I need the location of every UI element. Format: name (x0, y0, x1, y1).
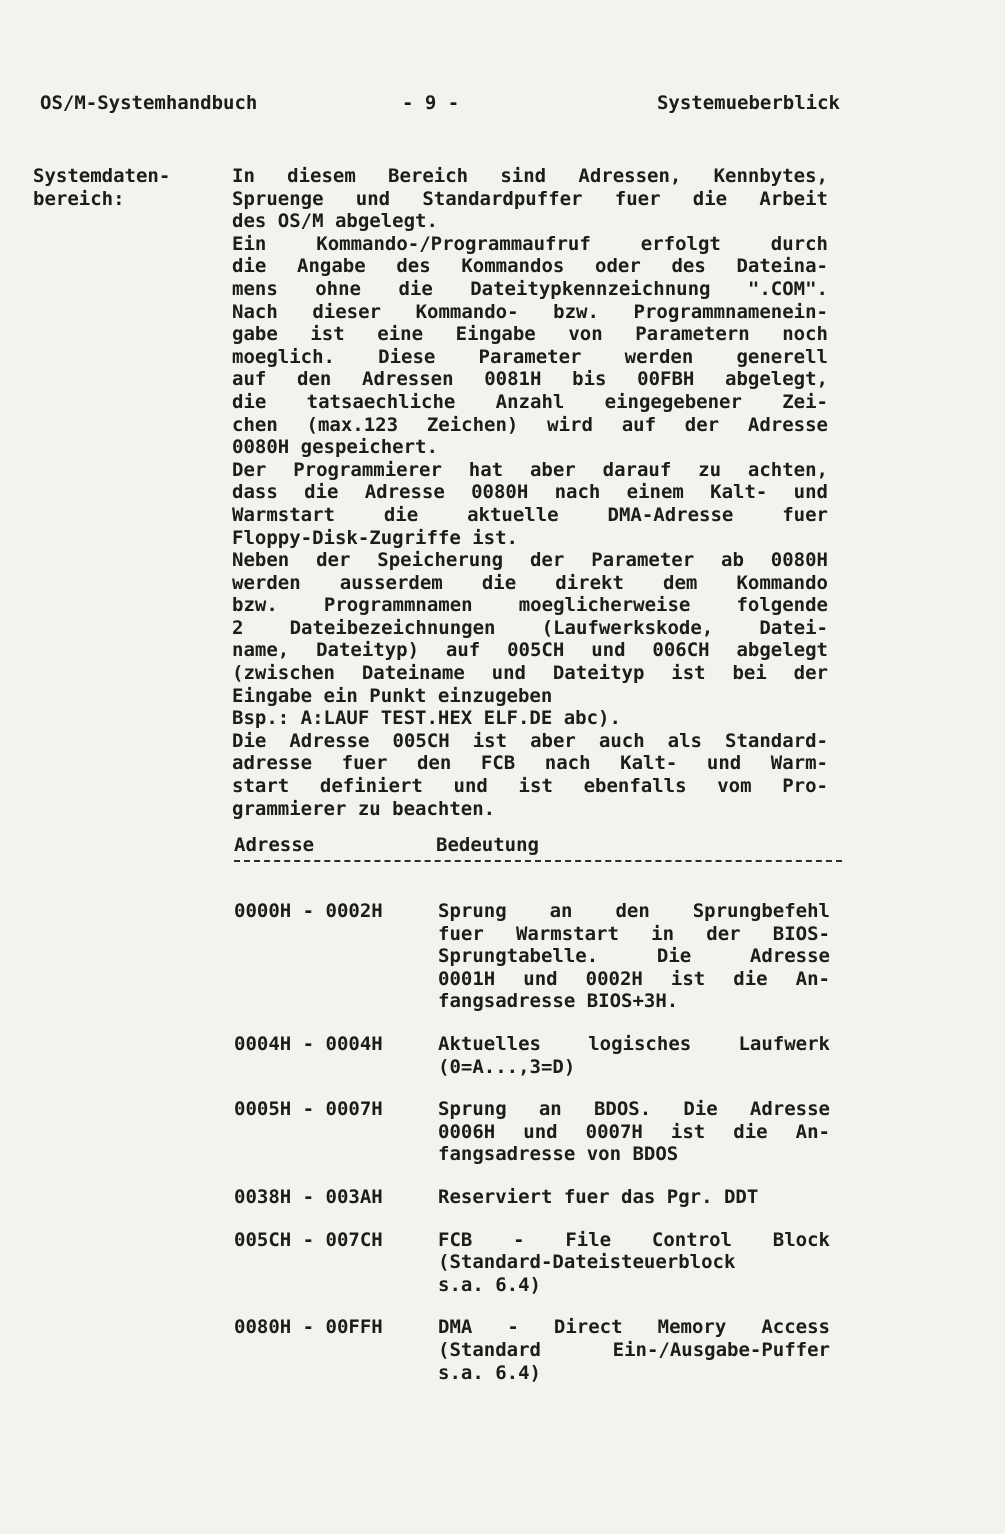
meaning-line: s.a. 6.4) (438, 1273, 541, 1296)
term-line: bereich: (33, 187, 125, 210)
paragraph-line: 0080H gespeichert. (232, 436, 438, 459)
address-table (234, 900, 844, 1404)
meaning-line: fuer Warmstart in der BIOS- (438, 922, 830, 945)
meaning-line: FCB - File Control Block (438, 1228, 830, 1251)
paragraph-line: Eingabe ein Punkt einzugeben (232, 684, 553, 707)
paragraph-line: start definiert und ist ebenfalls vom Pro- (232, 775, 828, 798)
table-row (234, 1229, 844, 1297)
address-meaning (438, 1098, 830, 1166)
address-meaning (438, 1316, 830, 1384)
page-header (40, 92, 840, 122)
column-header-meaning: Bedeutung (436, 834, 539, 856)
address-meaning (438, 900, 830, 1013)
paragraph-line: Ein Kommando-/Programmaufruf erfolgt durch (232, 232, 828, 255)
paragraph-line: Der Programmierer hat aber darauf zu achten, (232, 458, 828, 481)
paragraph-line: Neben der Speicherung der Parameter ab 0080H (232, 549, 828, 572)
address-meaning (438, 1229, 830, 1297)
paragraph-line: In diesem Bereich sind Adressen, Kennbytes, (232, 165, 828, 187)
table-row (234, 1098, 844, 1166)
address-range: 0004H - 0004H (234, 1032, 383, 1055)
paragraph-line: bzw. Programmnamen moeglicherweise folgende (232, 594, 828, 617)
meaning-line: fangsadresse von BDOS (438, 1143, 679, 1166)
table-row (234, 900, 844, 1013)
address-range: 0005H - 0007H (234, 1098, 383, 1121)
paragraph-line: dass die Adresse 0080H nach einem Kalt- und (232, 481, 828, 504)
paragraph-line: Floppy-Disk-Zugriffe ist. (232, 526, 518, 549)
paragraph-line: Bsp.: A:LAUF TEST.HEX ELF.DE abc). (232, 707, 621, 730)
column-header-address: Adresse (234, 834, 315, 856)
address-meaning (438, 1033, 830, 1078)
address-range: 0080H - 00FFH (234, 1316, 383, 1339)
page-number: - 9 - (402, 92, 460, 114)
meaning-line: Reserviert fuer das Pgr. DDT (438, 1185, 759, 1208)
paragraph-line: name, Dateityp) auf 005CH und 006CH abgelegt (232, 639, 828, 662)
address-range: 005CH - 007CH (234, 1228, 383, 1251)
meaning-line: Aktuelles logisches Laufwerk (438, 1032, 830, 1055)
address-range: 0000H - 0002H (234, 900, 383, 922)
paragraph-line: werden ausserdem die direkt dem Kommando (232, 571, 828, 594)
paragraph-line: Warmstart die aktuelle DMA-Adresse fuer (232, 503, 828, 526)
table-row (234, 1186, 844, 1209)
paragraph-line: (zwischen Dateiname und Dateityp ist bei der (232, 662, 828, 685)
meaning-line: Sprungtabelle. Die Adresse (438, 945, 830, 968)
meaning-line: fangsadresse BIOS+3H. (438, 990, 679, 1013)
paragraph-line: Die Adresse 005CH ist aber auch als Standard- (232, 729, 828, 752)
meaning-line: Sprung an BDOS. Die Adresse (438, 1098, 830, 1121)
table-row (234, 1033, 844, 1078)
paragraph-line: Spruenge und Standardpuffer fuer die Arbeit (232, 187, 828, 210)
meaning-line: (Standard-Dateisteuerblock (438, 1251, 736, 1274)
paragraph-line: die tatsaechliche Anzahl eingegebener Zei- (232, 390, 828, 413)
address-meaning (438, 1186, 830, 1209)
meaning-line: Sprung an den Sprungbefehl (438, 900, 830, 922)
paragraph-line: mens ohne die Dateitypkennzeichnung ".COM". (232, 277, 828, 300)
meaning-line: 0006H und 0007H ist die An- (438, 1120, 830, 1143)
paragraph-line: adresse fuer den FCB nach Kalt- und Warm- (232, 752, 828, 775)
meaning-line: 0001H und 0002H ist die An- (438, 967, 830, 990)
paragraph-line: moeglich. Diese Parameter werden generell (232, 345, 828, 368)
meaning-line: DMA - Direct Memory Access (438, 1316, 830, 1339)
meaning-line: (0=A...,3=D) (438, 1055, 576, 1078)
address-range: 0038H - 003AH (234, 1185, 383, 1208)
paragraph-line: chen (max.123 Zeichen) wird auf der Adresse (232, 413, 828, 436)
paragraph-line: grammierer zu beachten. (232, 797, 496, 820)
table-divider (234, 860, 842, 862)
paragraph-line: Nach dieser Kommando- bzw. Programmnamenein- (232, 300, 828, 323)
section-title: Systemueberblick (656, 92, 840, 114)
table-row (234, 1316, 844, 1384)
paragraph-line: auf den Adressen 0081H bis 00FBH abgelegt, (232, 368, 828, 391)
definition-term (33, 165, 170, 210)
paragraph-line: die Angabe des Kommandos oder des Dateina- (232, 255, 828, 278)
term-line: Systemdaten- (33, 165, 171, 187)
meaning-line: s.a. 6.4) (438, 1361, 541, 1384)
definition-paragraph (232, 165, 828, 820)
paragraph-line: gabe ist eine Eingabe von Parametern noch (232, 323, 828, 346)
meaning-line: (Standard Ein-/Ausgabe-Puffer (438, 1338, 830, 1361)
manual-title: OS/M-Systemhandbuch (40, 92, 258, 114)
paragraph-line: 2 Dateibezeichnungen (Laufwerkskode, Datei- (232, 616, 828, 639)
paragraph-line: des OS/M abgelegt. (232, 210, 438, 233)
